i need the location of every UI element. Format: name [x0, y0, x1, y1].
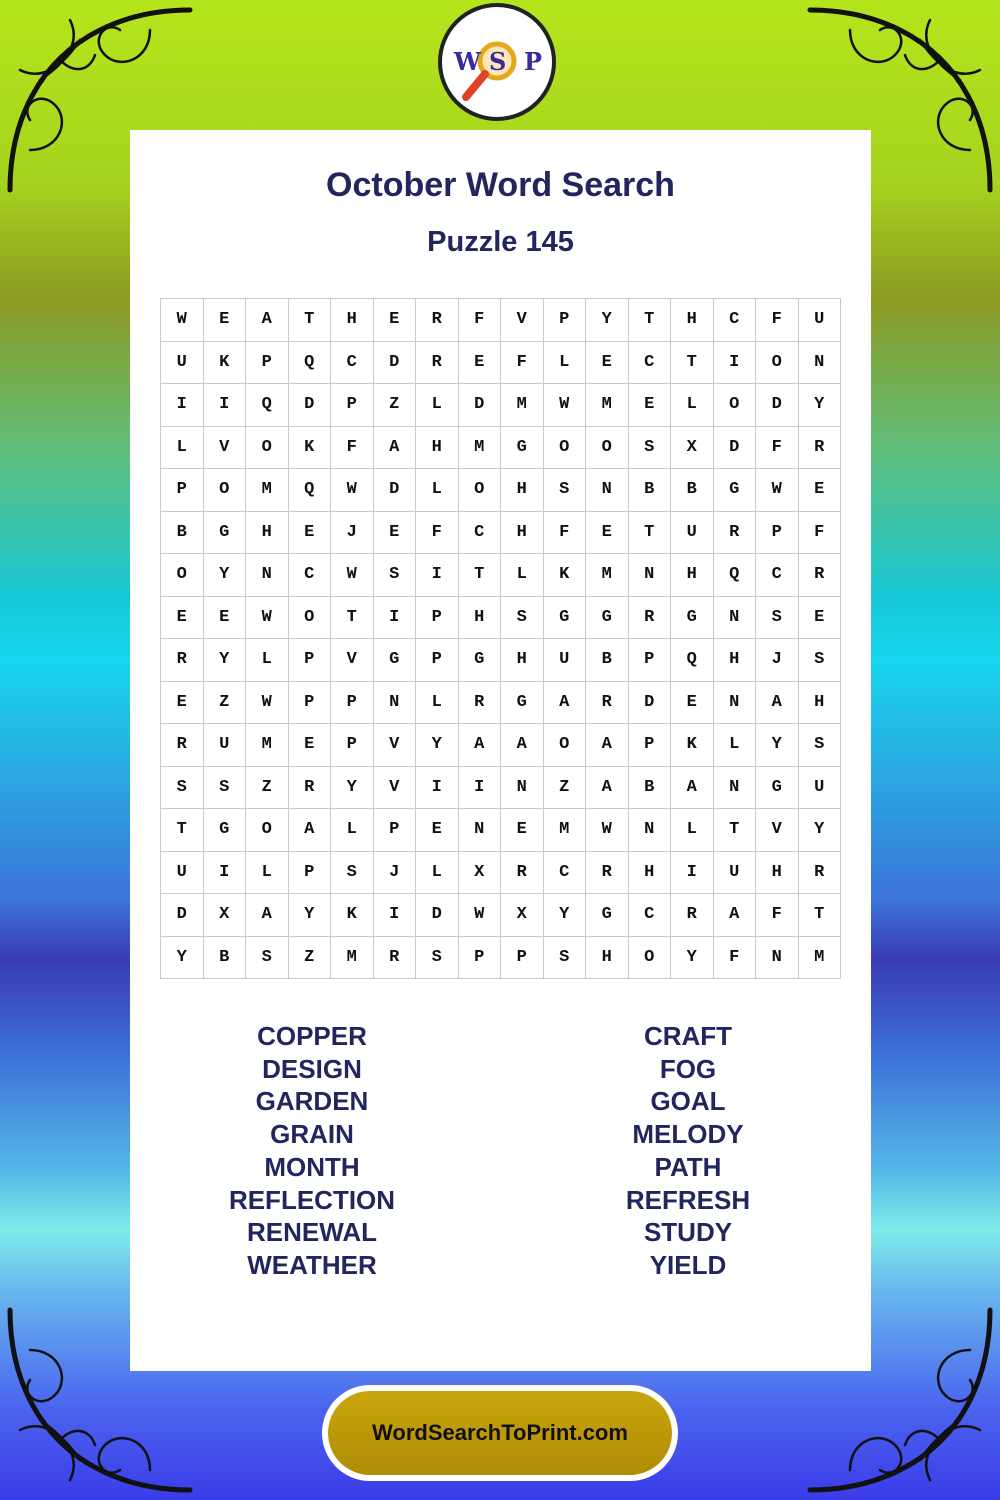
- grid-cell[interactable]: O: [544, 724, 587, 767]
- grid-cell[interactable]: E: [416, 809, 459, 852]
- grid-cell[interactable]: N: [714, 767, 757, 810]
- grid-cell[interactable]: J: [331, 512, 374, 555]
- grid-cell[interactable]: W: [161, 299, 204, 342]
- grid-cell[interactable]: M: [544, 809, 587, 852]
- grid-cell[interactable]: N: [586, 469, 629, 512]
- grid-cell[interactable]: S: [629, 427, 672, 470]
- grid-cell[interactable]: Y: [331, 767, 374, 810]
- grid-cell[interactable]: T: [629, 299, 672, 342]
- grid-cell[interactable]: R: [586, 682, 629, 725]
- grid-cell[interactable]: L: [331, 809, 374, 852]
- footer-badge: [322, 1385, 678, 1481]
- grid-cell[interactable]: H: [756, 852, 799, 895]
- grid-cell[interactable]: F: [756, 894, 799, 937]
- grid-cell[interactable]: R: [416, 342, 459, 385]
- grid-cell[interactable]: X: [204, 894, 247, 937]
- grid-cell[interactable]: N: [246, 554, 289, 597]
- grid-cell[interactable]: F: [416, 512, 459, 555]
- grid-cell[interactable]: S: [799, 639, 842, 682]
- grid-cell[interactable]: P: [756, 512, 799, 555]
- grid-cell[interactable]: E: [501, 809, 544, 852]
- word-list-right: [538, 1020, 838, 1282]
- grid-cell[interactable]: N: [799, 342, 842, 385]
- grid-cell[interactable]: E: [374, 512, 417, 555]
- grid-cell[interactable]: L: [246, 639, 289, 682]
- grid-cell[interactable]: D: [374, 469, 417, 512]
- grid-cell[interactable]: T: [459, 554, 502, 597]
- grid-cell[interactable]: S: [416, 937, 459, 980]
- grid-cell[interactable]: P: [544, 299, 587, 342]
- grid-cell[interactable]: L: [416, 682, 459, 725]
- grid-cell[interactable]: C: [544, 852, 587, 895]
- grid-cell[interactable]: P: [246, 342, 289, 385]
- grid-cell[interactable]: I: [459, 767, 502, 810]
- page-title: October Word Search: [326, 166, 675, 204]
- word-item: DESIGN: [262, 1053, 362, 1084]
- grid-cell[interactable]: F: [799, 512, 842, 555]
- grid-cell[interactable]: A: [246, 894, 289, 937]
- grid-cell[interactable]: P: [629, 724, 672, 767]
- grid-cell[interactable]: G: [501, 682, 544, 725]
- grid-cell[interactable]: R: [799, 554, 842, 597]
- grid-cell[interactable]: A: [501, 724, 544, 767]
- word-item: STUDY: [643, 1217, 733, 1248]
- grid-cell[interactable]: N: [756, 937, 799, 980]
- grid-cell[interactable]: X: [501, 894, 544, 937]
- grid-cell[interactable]: V: [501, 299, 544, 342]
- grid-cell[interactable]: T: [331, 597, 374, 640]
- grid-cell[interactable]: H: [246, 512, 289, 555]
- grid-cell[interactable]: P: [331, 682, 374, 725]
- grid-cell[interactable]: E: [799, 597, 842, 640]
- grid-cell[interactable]: W: [246, 682, 289, 725]
- grid-cell[interactable]: L: [714, 724, 757, 767]
- grid-cell[interactable]: U: [161, 342, 204, 385]
- grid-cell[interactable]: B: [671, 469, 714, 512]
- grid-cell[interactable]: T: [799, 894, 842, 937]
- grid-cell[interactable]: G: [204, 512, 247, 555]
- grid-cell[interactable]: H: [331, 299, 374, 342]
- grid-cell[interactable]: O: [756, 342, 799, 385]
- grid-cell[interactable]: V: [204, 427, 247, 470]
- grid-cell[interactable]: A: [459, 724, 502, 767]
- grid-cell[interactable]: B: [629, 469, 672, 512]
- grid-cell[interactable]: O: [459, 469, 502, 512]
- grid-cell[interactable]: Y: [161, 937, 204, 980]
- grid-cell[interactable]: A: [756, 682, 799, 725]
- grid-cell[interactable]: F: [331, 427, 374, 470]
- grid-cell[interactable]: D: [374, 342, 417, 385]
- grid-cell[interactable]: R: [289, 767, 332, 810]
- grid-cell[interactable]: H: [501, 512, 544, 555]
- grid-cell[interactable]: P: [416, 597, 459, 640]
- grid-cell[interactable]: G: [714, 469, 757, 512]
- grid-cell[interactable]: R: [501, 852, 544, 895]
- grid-cell[interactable]: E: [586, 512, 629, 555]
- grid-cell[interactable]: E: [459, 342, 502, 385]
- grid-cell[interactable]: U: [714, 852, 757, 895]
- grid-cell[interactable]: R: [671, 894, 714, 937]
- puzzle-card: [130, 130, 871, 1371]
- grid-cell[interactable]: Q: [246, 384, 289, 427]
- word-list-left: [162, 1020, 462, 1282]
- grid-cell[interactable]: H: [799, 682, 842, 725]
- grid-cell[interactable]: Y: [204, 639, 247, 682]
- grid-cell[interactable]: F: [756, 299, 799, 342]
- grid-cell[interactable]: P: [289, 682, 332, 725]
- grid-cell[interactable]: P: [331, 724, 374, 767]
- grid-cell[interactable]: Z: [246, 767, 289, 810]
- logo-letter-s: S: [489, 47, 507, 76]
- grid-cell[interactable]: U: [204, 724, 247, 767]
- grid-cell[interactable]: Y: [204, 554, 247, 597]
- grid-cell[interactable]: J: [756, 639, 799, 682]
- grid-cell[interactable]: P: [331, 384, 374, 427]
- grid-cell[interactable]: W: [756, 469, 799, 512]
- grid-cell[interactable]: L: [416, 852, 459, 895]
- grid-cell[interactable]: O: [161, 554, 204, 597]
- grid-cell[interactable]: C: [459, 512, 502, 555]
- grid-cell[interactable]: Y: [799, 384, 842, 427]
- grid-cell[interactable]: X: [671, 427, 714, 470]
- grid-cell[interactable]: A: [586, 767, 629, 810]
- grid-cell[interactable]: D: [714, 427, 757, 470]
- grid-cell[interactable]: S: [204, 767, 247, 810]
- grid-cell[interactable]: F: [714, 937, 757, 980]
- grid-cell[interactable]: G: [374, 639, 417, 682]
- grid-cell[interactable]: R: [161, 724, 204, 767]
- grid-cell[interactable]: S: [246, 937, 289, 980]
- grid-cell[interactable]: R: [161, 639, 204, 682]
- grid-cell[interactable]: O: [586, 427, 629, 470]
- word-item: REFRESH: [625, 1184, 751, 1215]
- word-item: PATH: [654, 1151, 722, 1182]
- grid-cell[interactable]: M: [586, 554, 629, 597]
- grid-cell[interactable]: E: [374, 299, 417, 342]
- grid-cell[interactable]: W: [459, 894, 502, 937]
- grid-cell[interactable]: C: [331, 342, 374, 385]
- word-item: MELODY: [632, 1119, 744, 1150]
- grid-cell[interactable]: A: [246, 299, 289, 342]
- grid-cell[interactable]: K: [289, 427, 332, 470]
- grid-cell[interactable]: A: [586, 724, 629, 767]
- grid-cell[interactable]: H: [501, 639, 544, 682]
- grid-cell[interactable]: S: [331, 852, 374, 895]
- word-item: REFLECTION: [228, 1184, 396, 1215]
- grid-cell[interactable]: E: [161, 597, 204, 640]
- grid-cell[interactable]: V: [331, 639, 374, 682]
- grid-cell[interactable]: R: [416, 299, 459, 342]
- grid-cell[interactable]: O: [246, 809, 289, 852]
- grid-cell[interactable]: T: [289, 299, 332, 342]
- grid-cell[interactable]: T: [714, 809, 757, 852]
- grid-cell[interactable]: M: [799, 937, 842, 980]
- grid-cell[interactable]: H: [416, 427, 459, 470]
- word-item: GRAIN: [270, 1119, 354, 1150]
- grid-cell[interactable]: D: [756, 384, 799, 427]
- grid-cell[interactable]: N: [501, 767, 544, 810]
- grid-cell[interactable]: H: [714, 639, 757, 682]
- grid-cell[interactable]: I: [416, 767, 459, 810]
- grid-cell[interactable]: U: [799, 299, 842, 342]
- grid-cell[interactable]: W: [586, 809, 629, 852]
- grid-cell[interactable]: B: [204, 937, 247, 980]
- site-link[interactable]: WordSearchToPrint.com: [328, 1391, 672, 1475]
- logo-letter-p: P: [524, 47, 543, 76]
- word-item: GARDEN: [255, 1086, 369, 1117]
- grid-cell[interactable]: Q: [671, 639, 714, 682]
- grid-cell[interactable]: A: [544, 682, 587, 725]
- grid-cell[interactable]: Q: [289, 469, 332, 512]
- grid-cell[interactable]: C: [629, 342, 672, 385]
- grid-cell[interactable]: P: [629, 639, 672, 682]
- grid-cell[interactable]: N: [629, 554, 672, 597]
- grid-cell[interactable]: P: [416, 639, 459, 682]
- grid-cell[interactable]: W: [331, 469, 374, 512]
- grid-cell[interactable]: N: [714, 682, 757, 725]
- grid-cell[interactable]: X: [459, 852, 502, 895]
- grid-cell[interactable]: I: [374, 597, 417, 640]
- grid-cell[interactable]: P: [501, 937, 544, 980]
- grid-cell[interactable]: U: [161, 852, 204, 895]
- grid-cell[interactable]: R: [586, 852, 629, 895]
- grid-cell[interactable]: D: [161, 894, 204, 937]
- grid-cell[interactable]: O: [629, 937, 672, 980]
- grid-cell[interactable]: I: [671, 852, 714, 895]
- grid-cell[interactable]: S: [544, 469, 587, 512]
- grid-cell[interactable]: F: [459, 299, 502, 342]
- grid-cell[interactable]: F: [756, 427, 799, 470]
- site-logo[interactable]: [438, 3, 556, 121]
- grid-cell[interactable]: P: [161, 469, 204, 512]
- grid-cell[interactable]: A: [671, 767, 714, 810]
- grid-cell[interactable]: Q: [289, 342, 332, 385]
- word-item: CRAFT: [643, 1021, 733, 1051]
- grid-cell[interactable]: Y: [416, 724, 459, 767]
- grid-cell[interactable]: L: [501, 554, 544, 597]
- grid-cell[interactable]: V: [374, 767, 417, 810]
- grid-cell[interactable]: M: [586, 384, 629, 427]
- grid-cell[interactable]: U: [799, 767, 842, 810]
- grid-cell[interactable]: E: [204, 299, 247, 342]
- grid-cell[interactable]: A: [714, 894, 757, 937]
- grid-cell[interactable]: E: [586, 342, 629, 385]
- letter-grid: [160, 298, 841, 979]
- grid-cell[interactable]: N: [629, 809, 672, 852]
- grid-cell[interactable]: H: [671, 299, 714, 342]
- grid-cell[interactable]: C: [629, 894, 672, 937]
- word-item: FOG: [659, 1053, 717, 1084]
- grid-cell[interactable]: W: [331, 554, 374, 597]
- grid-cell[interactable]: Z: [374, 384, 417, 427]
- grid-cell[interactable]: E: [671, 682, 714, 725]
- grid-cell[interactable]: N: [374, 682, 417, 725]
- grid-cell[interactable]: Q: [714, 554, 757, 597]
- grid-cell[interactable]: G: [586, 597, 629, 640]
- grid-cell[interactable]: S: [501, 597, 544, 640]
- grid-cell[interactable]: K: [544, 554, 587, 597]
- grid-cell[interactable]: W: [544, 384, 587, 427]
- grid-cell[interactable]: P: [374, 809, 417, 852]
- grid-cell[interactable]: T: [161, 809, 204, 852]
- grid-cell[interactable]: Z: [289, 937, 332, 980]
- grid-cell[interactable]: F: [544, 512, 587, 555]
- grid-cell[interactable]: N: [459, 809, 502, 852]
- grid-cell[interactable]: H: [671, 554, 714, 597]
- grid-cell[interactable]: E: [289, 724, 332, 767]
- grid-cell[interactable]: E: [799, 469, 842, 512]
- word-item: RENEWAL: [247, 1217, 377, 1248]
- grid-cell[interactable]: G: [204, 809, 247, 852]
- grid-cell[interactable]: B: [629, 767, 672, 810]
- grid-cell[interactable]: R: [629, 597, 672, 640]
- grid-cell[interactable]: S: [161, 767, 204, 810]
- grid-cell[interactable]: E: [289, 512, 332, 555]
- grid-cell[interactable]: L: [671, 809, 714, 852]
- grid-cell[interactable]: K: [331, 894, 374, 937]
- grid-cell[interactable]: Y: [756, 724, 799, 767]
- grid-cell[interactable]: M: [331, 937, 374, 980]
- grid-cell[interactable]: U: [671, 512, 714, 555]
- grid-cell[interactable]: R: [799, 427, 842, 470]
- grid-cell[interactable]: M: [459, 427, 502, 470]
- grid-cell[interactable]: Y: [586, 299, 629, 342]
- word-item: YIELD: [649, 1249, 727, 1280]
- grid-cell[interactable]: Y: [671, 937, 714, 980]
- grid-cell[interactable]: S: [756, 597, 799, 640]
- grid-cell[interactable]: W: [246, 597, 289, 640]
- grid-cell[interactable]: G: [544, 597, 587, 640]
- grid-cell[interactable]: G: [756, 767, 799, 810]
- grid-cell[interactable]: S: [374, 554, 417, 597]
- grid-cell[interactable]: J: [374, 852, 417, 895]
- grid-cell[interactable]: M: [501, 384, 544, 427]
- grid-cell[interactable]: S: [799, 724, 842, 767]
- grid-cell[interactable]: U: [544, 639, 587, 682]
- grid-cell[interactable]: O: [204, 469, 247, 512]
- grid-cell[interactable]: Z: [204, 682, 247, 725]
- word-item: COPPER: [257, 1021, 367, 1051]
- grid-cell[interactable]: O: [289, 597, 332, 640]
- grid-cell[interactable]: E: [161, 682, 204, 725]
- grid-cell[interactable]: P: [459, 937, 502, 980]
- grid-cell[interactable]: B: [161, 512, 204, 555]
- grid-cell[interactable]: L: [416, 469, 459, 512]
- grid-cell[interactable]: C: [756, 554, 799, 597]
- grid-cell[interactable]: D: [416, 894, 459, 937]
- grid-cell[interactable]: A: [374, 427, 417, 470]
- grid-cell[interactable]: V: [756, 809, 799, 852]
- logo-letter-w: W: [454, 47, 481, 76]
- grid-cell[interactable]: K: [671, 724, 714, 767]
- word-item: MONTH: [264, 1151, 360, 1182]
- grid-cell[interactable]: N: [714, 597, 757, 640]
- grid-cell[interactable]: I: [374, 894, 417, 937]
- grid-cell[interactable]: O: [246, 427, 289, 470]
- grid-cell[interactable]: R: [459, 682, 502, 725]
- grid-cell[interactable]: Y: [289, 894, 332, 937]
- grid-cell[interactable]: B: [586, 639, 629, 682]
- grid-cell[interactable]: T: [671, 342, 714, 385]
- grid-cell[interactable]: H: [629, 852, 672, 895]
- grid-cell[interactable]: L: [671, 384, 714, 427]
- grid-cell[interactable]: L: [161, 427, 204, 470]
- grid-cell[interactable]: G: [671, 597, 714, 640]
- grid-cell[interactable]: Z: [544, 767, 587, 810]
- grid-cell[interactable]: V: [374, 724, 417, 767]
- grid-cell[interactable]: H: [586, 937, 629, 980]
- grid-cell[interactable]: R: [714, 512, 757, 555]
- grid-cell[interactable]: D: [629, 682, 672, 725]
- grid-cell[interactable]: F: [501, 342, 544, 385]
- grid-cell[interactable]: E: [629, 384, 672, 427]
- grid-cell[interactable]: L: [246, 852, 289, 895]
- grid-cell[interactable]: P: [289, 852, 332, 895]
- grid-cell[interactable]: K: [204, 342, 247, 385]
- grid-cell[interactable]: I: [714, 342, 757, 385]
- grid-cell[interactable]: G: [459, 639, 502, 682]
- grid-cell[interactable]: O: [544, 427, 587, 470]
- grid-cell[interactable]: I: [204, 384, 247, 427]
- grid-cell[interactable]: M: [246, 724, 289, 767]
- grid-cell[interactable]: R: [374, 937, 417, 980]
- grid-cell[interactable]: D: [459, 384, 502, 427]
- grid-cell[interactable]: Y: [799, 809, 842, 852]
- grid-cell[interactable]: G: [501, 427, 544, 470]
- grid-cell[interactable]: H: [501, 469, 544, 512]
- word-item: WEATHER: [247, 1249, 377, 1280]
- grid-cell[interactable]: L: [544, 342, 587, 385]
- grid-cell[interactable]: T: [629, 512, 672, 555]
- grid-cell[interactable]: I: [161, 384, 204, 427]
- grid-cell[interactable]: C: [289, 554, 332, 597]
- grid-cell[interactable]: Y: [544, 894, 587, 937]
- grid-cell[interactable]: S: [544, 937, 587, 980]
- grid-cell[interactable]: H: [459, 597, 502, 640]
- puzzle-number: Puzzle 145: [427, 226, 574, 258]
- grid-cell[interactable]: A: [289, 809, 332, 852]
- grid-cell[interactable]: I: [416, 554, 459, 597]
- grid-cell[interactable]: M: [246, 469, 289, 512]
- grid-cell[interactable]: I: [204, 852, 247, 895]
- grid-cell[interactable]: O: [714, 384, 757, 427]
- grid-cell[interactable]: G: [586, 894, 629, 937]
- grid-cell[interactable]: C: [714, 299, 757, 342]
- word-item: GOAL: [650, 1086, 726, 1117]
- grid-cell[interactable]: D: [289, 384, 332, 427]
- grid-cell[interactable]: L: [416, 384, 459, 427]
- grid-cell[interactable]: P: [289, 639, 332, 682]
- grid-cell[interactable]: E: [204, 597, 247, 640]
- grid-cell[interactable]: R: [799, 852, 842, 895]
